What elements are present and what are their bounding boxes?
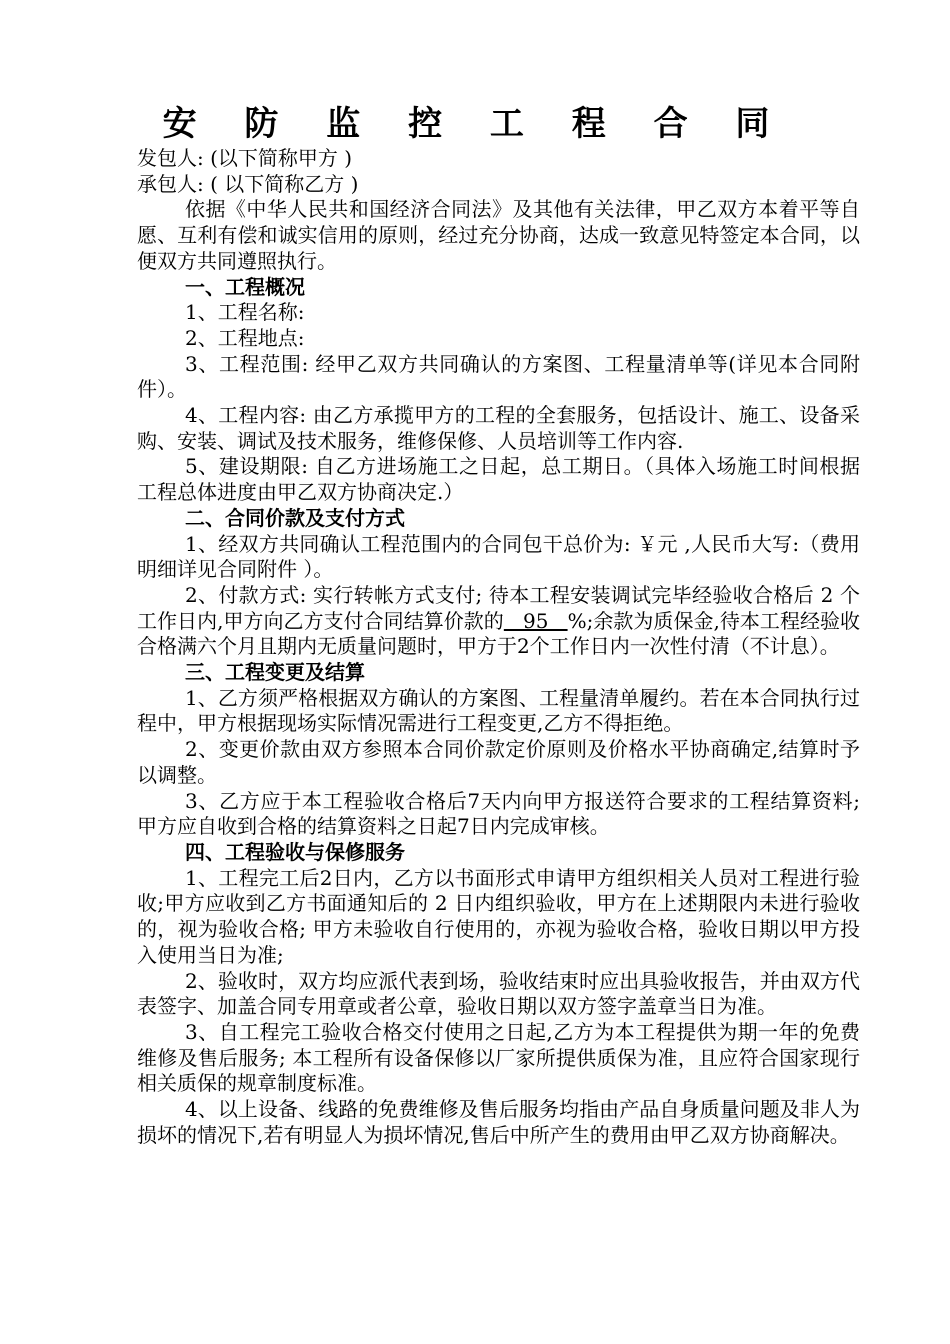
construction-period-item: 5、建设期限: 自乙方进场施工之日起，总工期日。（具体入场施工时间根据工程总体进度由甲乙双方协商决定.） xyxy=(137,454,860,505)
payment-method-text: 2、付款方式: 实行转帐方式支付; 待本工程安装调试完毕经验收合格后 2 个工作日内,甲方向乙方支付合同结算价款的 xyxy=(137,582,860,633)
payment-percent-field: 95 xyxy=(503,608,568,633)
acceptance-item-2: 2、验收时，双方均应派代表到场，验收结束时应出具验收报告，并由双方代表签字、加盖合同专用章或者公章，验收日期以双方签字盖章当日为准。 xyxy=(137,968,860,1019)
payment-method-item xyxy=(137,583,860,660)
acceptance-item-3: 3、自工程完工验收合格交付使用之日起,乙方为本工程提供为期一年的免费维修及售后服务; 本工程所有设备保修以厂家所提供质保为准，且应符合国家现行相关质保的规章制度标准。 xyxy=(137,1019,860,1096)
contract-price-item: 1、经双方共同确认工程范围内的合同包干总价为: ￥元 ,人民币大写:（费用明细详见合同附件 ）。 xyxy=(137,531,860,582)
section-heading-price-payment: 二、合同价款及支付方式 xyxy=(185,505,405,530)
change-item-2: 2、变更价款由双方参照本合同价款定价原则及价格水平协商确定,结算时予以调整。 xyxy=(137,737,860,787)
project-content-item: 4、工程内容: 由乙方承揽甲方的工程的全套服务，包括设计、施工、设备采购、安装、调试及技术服务，维修保修、人员培训等工作内容. xyxy=(137,403,860,453)
document-title: 安 防 监 控 工 程 合 同 xyxy=(162,104,788,144)
project-location-item: 2、工程地点: xyxy=(185,325,305,350)
payment-method-text-cont: %;余款为质保金,待本工程经验收合格满六个月且期内无质量问题时，甲方于2个工作日内一次性付清（不计息）。 xyxy=(137,608,861,659)
acceptance-item-4: 4、以上设备、线路的免费维修及售后服务均指由产品自身质量问题及非人为损坏的情况下,若有明显人为损坏情况,售后中所产生的费用由甲乙双方协商解决。 xyxy=(137,1097,860,1147)
section-heading-acceptance-warranty: 四、工程验收与保修服务 xyxy=(185,839,405,864)
party-b-line: 承包人: ( 以下简称乙方 ) xyxy=(137,171,359,196)
preamble-paragraph: 依据《中华人民共和国经济合同法》及其他有关法律，甲乙双方本着平等自愿、互利有偿和诚实信用的原则，经过充分协商，达成一致意见特签定本合同，以便双方共同遵照执行。 xyxy=(137,197,860,273)
acceptance-item-1: 1、工程完工后2日内，乙方以书面形式申请甲方组织相关人员对工程进行验收;甲方应收到乙方书面通知后的 2 日内组织验收，甲方在上述期限内未进行验收的，视为验收合格; 甲方未验收自行使用的，亦视为验收合格，验收日期以甲方投入使用当日为准; xyxy=(137,865,860,967)
section-heading-project-overview: 一、工程概况 xyxy=(185,274,305,299)
section-heading-change-settlement: 三、工程变更及结算 xyxy=(185,660,365,685)
project-name-item: 1、工程名称: xyxy=(185,300,305,325)
party-a-line: 发包人: (以下简称甲方 ) xyxy=(137,146,353,170)
change-item-3: 3、乙方应于本工程验收合格后7天内向甲方报送符合要求的工程结算资料; 甲方应自收到合格的结算资料之日起7日内完成审核。 xyxy=(137,788,860,839)
change-item-1: 1、乙方须严格根据双方确认的方案图、工程量清单履约。若在本合同执行过程中，甲方根据现场实际情况需进行工程变更,乙方不得拒绝。 xyxy=(137,685,860,736)
project-scope-item: 3、工程范围: 经甲乙双方共同确认的方案图、工程量清单等(详见本合同附件）。 xyxy=(137,351,860,402)
document-body xyxy=(137,146,860,1148)
